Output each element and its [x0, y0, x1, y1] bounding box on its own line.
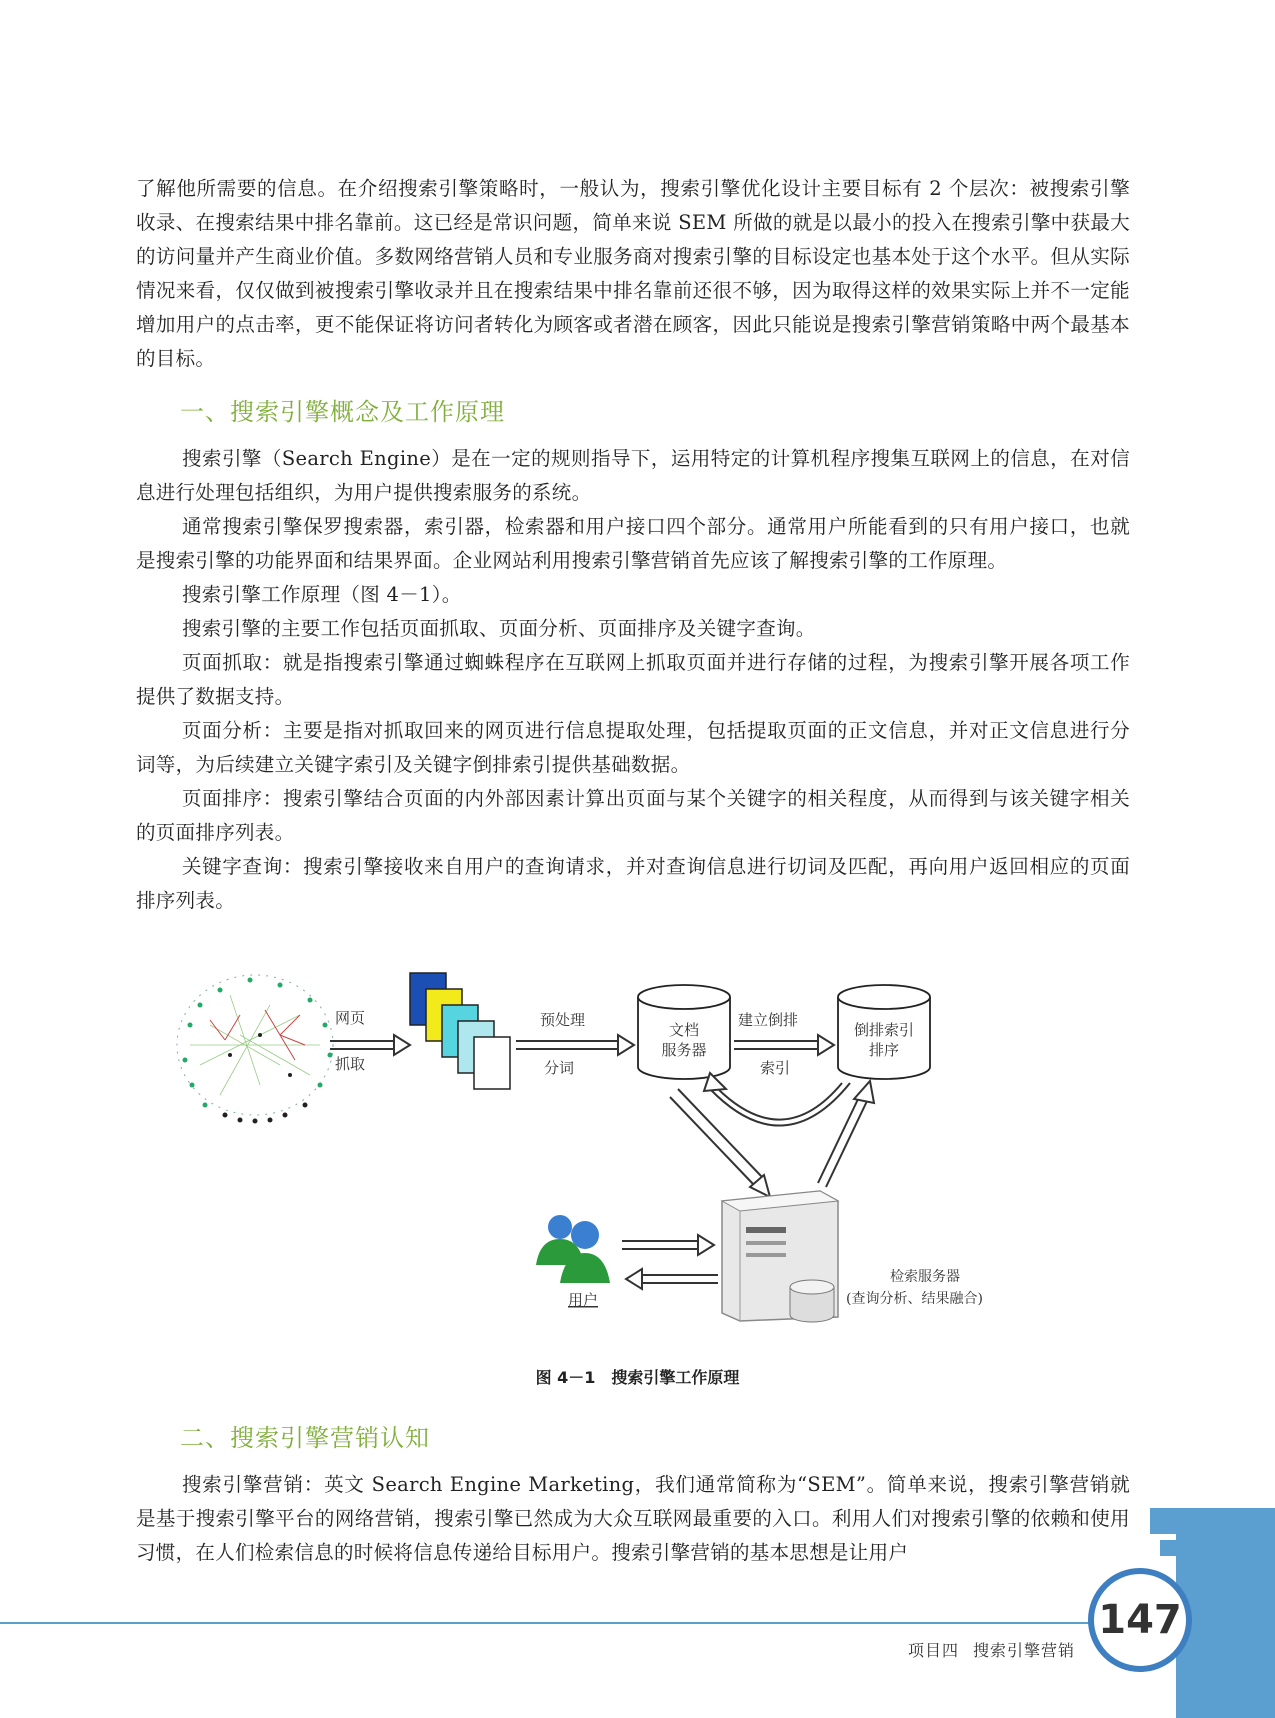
decor-pixel — [1150, 1508, 1176, 1534]
caption-title: 搜索引擎工作原理 — [611, 1368, 740, 1387]
web-graph-icon — [177, 975, 333, 1124]
paragraph: 搜索引擎的主要工作包括页面抓取、页面分析、页面排序及关键字查询。 — [182, 617, 816, 640]
intro-text — [136, 172, 1130, 376]
return-curve-arrow — [704, 1073, 850, 1126]
user-label: 用户 — [568, 1291, 599, 1309]
section1-body — [136, 442, 1130, 918]
document-stack-icon — [410, 973, 510, 1089]
paragraph: 搜索引擎工作原理（图 4－1）。 — [182, 583, 462, 606]
paragraph: 搜索引擎营销：英文 Search Engine Marketing，我们通常简称为“SEM”。简单来说，搜索引擎营销就是基于搜索引擎平台的网络营销，搜索引擎已然成为大众互联网最重要的入口。利用人们对搜索引擎的依赖和使用习惯，在人们检索信息的时候将信息传递给目标用户。搜索引擎营销的基本思想是让用户 — [136, 1473, 1130, 1564]
footer-rule — [0, 1622, 1090, 1624]
search-server-label-1: 检索服务器 — [890, 1269, 960, 1285]
index-label: 索引 — [760, 1059, 791, 1077]
inverted-label-2: 排序 — [868, 1041, 900, 1059]
page-number-badge — [1088, 1568, 1192, 1672]
intro-paragraph: 了解他所需要的信息。在介绍搜索引擎策略时，一般认为，搜索引擎优化设计主要目标有 2 个层次：被搜索引擎收录、在搜索结果中排名靠前。这已经是常识问题，简单来说 SEM 所做的就是以最小的投入在搜索引擎中获最大的访问量并产生商业价值。多数网络营销人员和专业服务商对搜索引擎的目标设定也基本处于这个水平。但从实际情况来看，仅仅做到被搜索引擎收录并且在搜索结果中排名靠前还很不够，因为取得这样的效果实际上并不一定能增加用户的点击率，更不能保证将访问者转化为顾客或者潜在顾客，因此只能说是搜索引擎营销策略中两个最基本的目标。 — [136, 177, 1130, 370]
footer-title: 搜索引擎营销 — [972, 1641, 1075, 1660]
decor-pixel — [1160, 1540, 1176, 1556]
caption-number: 图 4－1 — [535, 1368, 596, 1387]
search-server-label-2: (查询分析、结果融合) — [846, 1291, 983, 1307]
figure-caption — [0, 1365, 1275, 1388]
doc-server-label-2: 服务器 — [661, 1041, 707, 1059]
footer-project: 项目四 — [907, 1641, 959, 1660]
paragraph: 通常搜索引擎保罗搜索器，索引器，检索器和用户接口四个部分。通常用户所能看到的只有用户接口，也就是搜索引擎的功能界面和结果界面。企业网站利用搜索引擎营销首先应该了解搜索引擎的工作原理。 — [136, 515, 1130, 572]
build-inverted-label: 建立倒排 — [738, 1011, 799, 1029]
paragraph: 搜索引擎（Search Engine）是在一定的规则指导下，运用特定的计算机程序搜集互联网上的信息，在对信息进行处理包括组织，为用户提供搜索服务的系统。 — [136, 447, 1130, 504]
web-page-label: 网页 — [335, 1009, 366, 1027]
page-number: 147 — [1098, 1597, 1182, 1643]
search-server-icon — [722, 1191, 838, 1322]
crawl-label: 抓取 — [335, 1055, 366, 1073]
paragraph: 关键字查询：搜索引擎接收来自用户的查询请求，并对查询信息进行切词及匹配，再向用户返回相应的页面排序列表。 — [136, 855, 1130, 912]
preprocess-arrow — [516, 1035, 634, 1055]
index-arrow — [734, 1035, 834, 1055]
paragraph: 页面排序：搜索引擎结合页面的内外部因素计算出页面与某个关键字的相关程度，从而得到与该关键字相关的页面排序列表。 — [136, 787, 1130, 844]
crawl-arrow — [330, 1035, 410, 1055]
section-heading-2: 二、搜索引擎营销认知 — [180, 1424, 430, 1452]
section-heading-1: 一、搜索引擎概念及工作原理 — [180, 398, 505, 426]
paragraph: 页面分析：主要是指对抓取回来的网页进行信息提取处理，包括提取页面的正文信息，并对正文信息进行分词等，为后续建立关键字索引及关键字倒排索引提供基础数据。 — [136, 719, 1130, 776]
preprocess-label: 预处理 — [540, 1011, 586, 1029]
doc-server-label-1: 文档 — [668, 1021, 700, 1039]
section2-body — [136, 1468, 1130, 1570]
running-footer — [894, 1638, 1075, 1661]
inverted-label-1: 倒排索引 — [853, 1021, 915, 1039]
user-server-arrows — [622, 1235, 718, 1289]
search-engine-diagram — [170, 965, 1120, 1325]
user-icon — [536, 1215, 610, 1283]
paragraph: 页面抓取：就是指搜索引擎通过蜘蛛程序在互联网上抓取页面并进行存储的过程，为搜索引擎开展各项工作提供了数据支持。 — [136, 651, 1130, 708]
server-link-arrows — [670, 1081, 874, 1197]
segment-label: 分词 — [544, 1059, 575, 1077]
